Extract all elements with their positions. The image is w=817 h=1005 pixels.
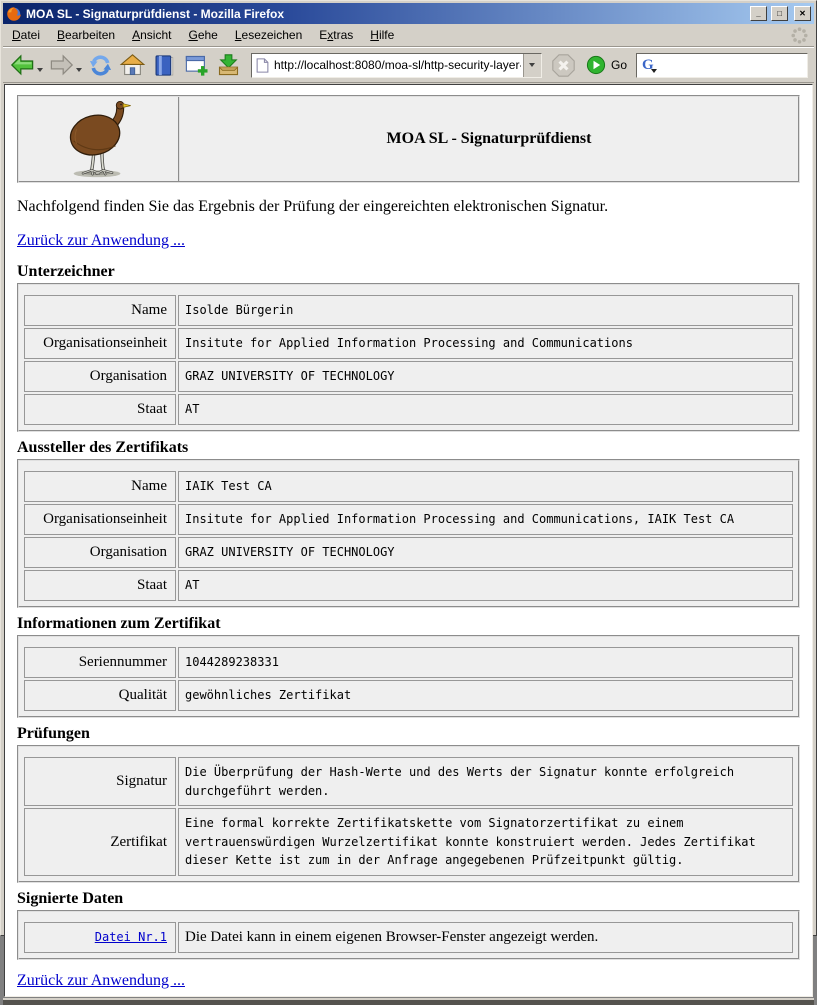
section-aussteller — [17, 459, 800, 608]
statusbar-edge — [3, 998, 814, 1005]
bookmarks-button[interactable] — [149, 49, 180, 81]
row-label: Qualität — [24, 680, 176, 711]
row-label: Organisation — [24, 537, 176, 568]
downloads-icon — [215, 52, 242, 79]
close-button[interactable]: ✕ — [794, 6, 811, 21]
menu-ansicht[interactable]: Ansicht — [132, 28, 172, 42]
row-value: Eine formal korrekte Zertifikatskette vom Signatorzertifikat zu einem vertrauenswürdigen Wurzelzertifikat konnte konstruiert werden. Jedes Zertifikat dieser Kette ist zum in der Anfrage angegebenen Prüfzeitpunkt gültig. — [178, 808, 793, 876]
row-value: Die Datei kann in einem eigenen Browser-Fenster angezeigt werden. — [178, 922, 793, 953]
menu-hilfe[interactable]: Hilfe — [370, 28, 395, 42]
menu-datei[interactable]: Datei — [12, 28, 41, 42]
section-heading-pruefungen: Prüfungen — [17, 725, 90, 742]
forward-icon — [48, 52, 75, 79]
table-row — [24, 757, 793, 806]
downloads-button[interactable] — [213, 49, 244, 81]
new-window-button[interactable] — [181, 49, 212, 81]
section-heading-aussteller: Aussteller des Zertifikats — [17, 439, 189, 456]
moa-bird-logo — [19, 97, 180, 181]
row-value: Insitute for Applied Information Processing and Communications, IAIK Test CA — [178, 504, 793, 535]
row-value: Insitute for Applied Information Processing and Communications — [178, 328, 793, 359]
navigation-toolbar — [3, 47, 814, 83]
minimize-button[interactable]: _ — [750, 6, 767, 21]
url-dropdown-button[interactable] — [523, 54, 541, 77]
go-icon — [586, 55, 606, 75]
url-dropdown-arrow-icon — [529, 63, 535, 67]
titlebar — [3, 3, 814, 24]
go-button[interactable] — [586, 55, 627, 75]
row-label: Organisationseinheit — [24, 504, 176, 535]
section-heading-signierte-daten: Signierte Daten — [17, 889, 124, 907]
table-row — [24, 394, 793, 425]
row-label: Organisationseinheit — [24, 328, 176, 359]
row-value: gewöhnliches Zertifikat — [178, 680, 793, 711]
search-input[interactable] — [654, 57, 807, 73]
menu-gehe[interactable]: Gehe — [188, 28, 218, 42]
page-header — [17, 95, 800, 183]
row-label: Zertifikat — [24, 808, 176, 876]
table-row — [24, 570, 793, 601]
row-label: Name — [24, 295, 176, 326]
row-value: 1044289238331 — [178, 647, 793, 678]
throbber-icon — [790, 26, 809, 48]
row-value: Die Überprüfung der Hash-Werte und des Werts der Signatur konnte erfolgreich durchgeführt werden. — [178, 757, 793, 806]
section-pruefungen — [17, 745, 800, 883]
row-label — [24, 922, 176, 953]
search-bar[interactable] — [636, 53, 808, 78]
menu-bearbeiten[interactable]: Bearbeiten — [57, 28, 116, 42]
intro-text: Nachfolgend finden Sie das Ergebnis der Prüfung der eingereichten elektronischen Signatur. — [17, 198, 609, 215]
forward-button[interactable] — [46, 49, 84, 81]
back-icon — [9, 52, 36, 79]
table-row — [24, 537, 793, 568]
table-row — [24, 295, 793, 326]
forward-dropdown-arrow-icon[interactable] — [76, 68, 82, 72]
back-to-application-link-bottom[interactable]: Zurück zur Anwendung ... — [17, 971, 185, 989]
row-value: IAIK Test CA — [178, 471, 793, 502]
menu-lesezeichen[interactable]: Lesezeichen — [234, 28, 303, 42]
bookmarks-book-icon — [151, 52, 178, 79]
back-button[interactable] — [7, 49, 45, 81]
google-g-icon: G — [642, 56, 654, 73]
firefox-icon — [6, 6, 22, 22]
table-row — [24, 328, 793, 359]
stop-button[interactable] — [548, 49, 579, 81]
row-value: AT — [178, 394, 793, 425]
section-unterzeichner — [17, 283, 800, 432]
menubar — [3, 24, 814, 47]
search-engine-dropdown-icon[interactable] — [651, 69, 657, 73]
section-heading-zertifikat-info: Informationen zum Zertifikat — [17, 615, 221, 632]
row-value: GRAZ UNIVERSITY OF TECHNOLOGY — [178, 361, 793, 392]
url-bar[interactable] — [251, 53, 542, 78]
home-button[interactable] — [117, 49, 148, 81]
section-signierte-daten — [17, 910, 800, 960]
row-label: Staat — [24, 570, 176, 601]
maximize-button[interactable]: □ — [771, 6, 788, 21]
url-input[interactable] — [272, 58, 523, 72]
row-label: Organisation — [24, 361, 176, 392]
row-label: Seriennummer — [24, 647, 176, 678]
stop-icon — [550, 52, 577, 79]
table-row — [24, 647, 793, 678]
table-row — [24, 471, 793, 502]
back-dropdown-arrow-icon[interactable] — [37, 68, 43, 72]
table-row — [24, 504, 793, 535]
section-heading-unterzeichner: Unterzeichner — [17, 263, 115, 280]
section-zertifikat-info — [17, 635, 800, 718]
reload-button[interactable] — [85, 49, 116, 81]
reload-icon — [87, 52, 114, 79]
row-label: Name — [24, 471, 176, 502]
row-value: Isolde Bürgerin — [178, 295, 793, 326]
table-row — [24, 361, 793, 392]
back-to-application-link-top[interactable]: Zurück zur Anwendung ... — [17, 232, 185, 249]
go-label: Go — [610, 58, 627, 72]
table-row — [24, 922, 793, 953]
datei-nr1-link[interactable]: Datei Nr.1 — [94, 929, 167, 944]
row-label: Signatur — [24, 757, 176, 806]
table-row — [24, 680, 793, 711]
menu-extras[interactable]: Extras — [319, 28, 354, 42]
row-value: GRAZ UNIVERSITY OF TECHNOLOGY — [178, 537, 793, 568]
page-doc-icon — [256, 58, 269, 73]
page-title: MOA SL - Signaturprüfdienst — [386, 130, 592, 147]
page-content — [4, 84, 813, 997]
new-window-icon — [183, 52, 210, 79]
row-value: AT — [178, 570, 793, 601]
window-title: MOA SL - Signaturprüfdienst - Mozilla Firefox — [26, 6, 285, 21]
row-label: Staat — [24, 394, 176, 425]
table-row — [24, 808, 793, 876]
home-icon — [119, 52, 146, 79]
